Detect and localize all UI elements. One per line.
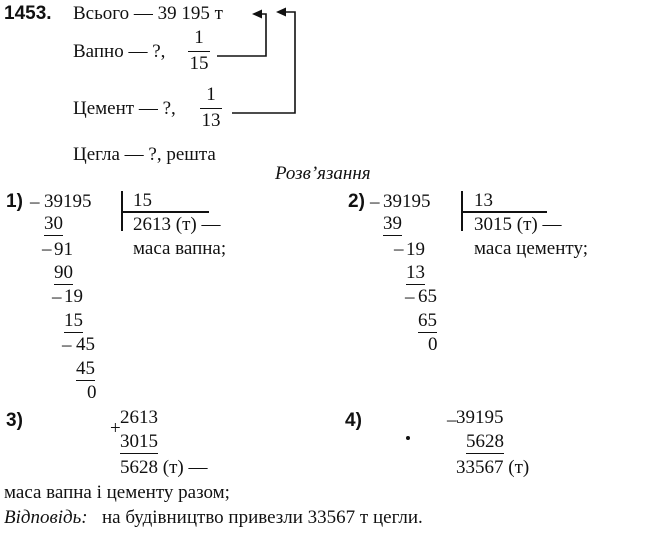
step1-row: 90 (54, 262, 73, 283)
step2-label: 2) (348, 191, 365, 212)
step2-minus: _ (405, 280, 415, 301)
step4-minuend: 39195 (456, 407, 504, 428)
step1-divisor: 15 (133, 190, 152, 211)
step1-row: 19 (64, 286, 83, 307)
step2-row: 19 (406, 239, 425, 260)
lime-fraction-numerator: 1 (194, 27, 204, 48)
total-line: Всього — 39 195 т (73, 3, 223, 24)
step2-row: 65 (418, 310, 437, 331)
step2-row: 39 (383, 213, 402, 234)
step1-minus: _ (52, 280, 62, 301)
solution-title: Розв’язання (275, 163, 371, 184)
step2-minus: _ (394, 232, 404, 253)
step1-minus: _ (30, 185, 40, 206)
step4-minus: _ (447, 403, 457, 424)
lime-label: Вапно — ?, (73, 41, 166, 62)
step1-minus: _ (42, 232, 52, 253)
step1-row: 91 (54, 239, 73, 260)
step3-plus: + (110, 418, 121, 439)
step2-row: 13 (406, 262, 425, 283)
step1-row: 45 (76, 334, 95, 355)
step2-note: маса цементу; (474, 238, 588, 259)
step1-row: 15 (64, 310, 83, 331)
step1-note: маса вапна; (133, 238, 227, 259)
step2-minus: _ (370, 185, 380, 206)
answer-text: на будівництво привезли 33567 т цегли. (102, 507, 423, 528)
step3-note: маса вапна і цементу разом; (4, 482, 230, 503)
step4-difference: 33567 (т) (456, 457, 530, 478)
ink-dot (406, 436, 410, 440)
answer-label: Відповідь: (4, 507, 88, 528)
step3-label: 3) (6, 410, 23, 431)
step2-row: 0 (428, 334, 438, 355)
step1-row: 45 (76, 358, 95, 379)
step2-divisor: 13 (474, 190, 493, 211)
step2-row: 65 (418, 286, 437, 307)
step2-quotient: 3015 (т) — (474, 214, 562, 235)
step2-dividend: 39195 (383, 191, 431, 212)
brick-label: Цегла — ?, решта (73, 144, 216, 165)
step4-label: 4) (345, 410, 362, 431)
step3-addend2: 3015 (120, 431, 158, 452)
step1-minus: _ (62, 328, 72, 349)
cement-fraction-numerator: 1 (206, 84, 216, 105)
step3-addend1: 2613 (120, 407, 158, 428)
step1-row: 0 (87, 382, 97, 403)
step1-quotient: 2613 (т) — (133, 214, 221, 235)
problem-number: 1453. (4, 3, 52, 24)
step1-label: 1) (6, 191, 23, 212)
lime-fraction-denominator: 15 (189, 53, 209, 74)
cement-label: Цемент — ?, (73, 98, 176, 119)
cement-fraction-denominator: 13 (201, 110, 221, 131)
step1-row: 30 (44, 213, 63, 234)
step1-dividend: 39195 (44, 191, 92, 212)
step4-subtrahend: 5628 (466, 431, 504, 452)
step3-sum: 5628 (т) — (120, 457, 208, 478)
